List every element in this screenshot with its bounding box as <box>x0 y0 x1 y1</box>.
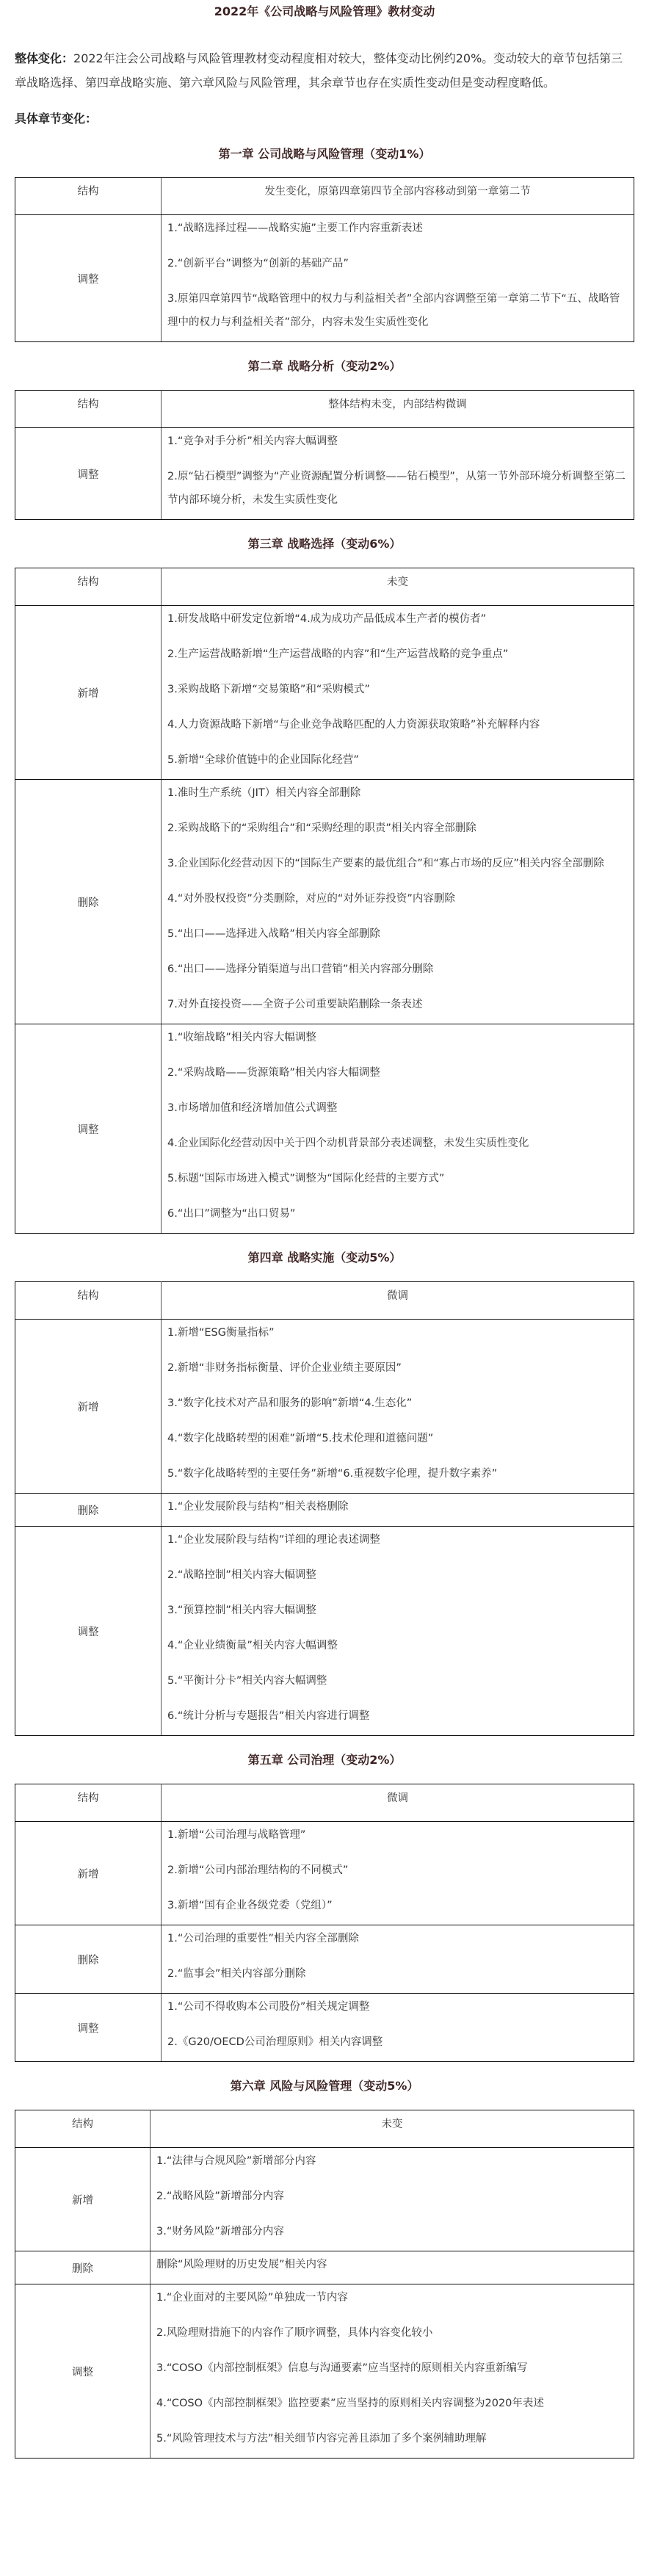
change-item: 7.对外直接投资——全资子公司重要缺陷删除一条表述 <box>167 999 423 1010</box>
change-items-cell <box>162 780 634 1024</box>
table-row <box>15 1925 634 1994</box>
chapter-change-table <box>15 568 634 1234</box>
change-item: 1.“公司治理的重要性”相关内容全部删除 <box>167 1933 359 1944</box>
change-item: 2.“战略风险”新增部分内容 <box>156 2190 284 2202</box>
change-item: 1.“战略选择过程——战略实施”主要工作内容重新表述 <box>167 222 423 234</box>
change-items-cell <box>162 1994 634 2062</box>
structure-value: 微调 <box>162 1282 634 1320</box>
change-items-cell <box>151 2148 634 2251</box>
change-item: 1.新增“公司治理与战略管理” <box>167 1829 306 1841</box>
structure-value: 未变 <box>151 2110 634 2148</box>
change-item: 4.“企业业绩衡量”相关内容大幅调整 <box>167 1640 338 1651</box>
structure-value: 未变 <box>162 568 634 606</box>
change-item: 3.原第四章第四节“战略管理中的权力与利益相关者”全部内容调整至第一章第二节下“五、战略管理中的权力与利益相关者”部分，内容未发生实质性变化 <box>167 293 620 328</box>
table-header-row <box>15 391 634 428</box>
change-item: 1.“收缩战略”相关内容大幅调整 <box>167 1032 316 1043</box>
table-header-row <box>15 1282 634 1320</box>
change-item: 5.“出口——选择进入战略”相关内容全部删除 <box>167 928 380 940</box>
change-item: 2.《G20/OECD公司治理原则》相关内容调整 <box>167 2036 383 2048</box>
change-item: 1.“企业面对的主要风险”单独成一节内容 <box>156 2292 348 2304</box>
change-type-label: 新增 <box>15 1320 162 1494</box>
change-items-cell <box>162 1925 634 1994</box>
document-title: 2022年《公司战略与风险管理》教材变动 <box>214 4 435 18</box>
change-item: 3.采购战略下新增“交易策略”和“采购模式” <box>167 684 370 695</box>
chapter-title: 第四章 战略实施（变动5%） <box>247 1251 402 1265</box>
change-type-label: 新增 <box>15 2148 151 2251</box>
table-row <box>15 1494 634 1527</box>
structure-label: 结构 <box>15 1784 162 1822</box>
table-row <box>15 1320 634 1494</box>
overall-change-paragraph <box>15 46 634 95</box>
change-items-cell <box>151 2251 634 2284</box>
table-header-row <box>15 1784 634 1822</box>
change-type-label: 调整 <box>15 215 162 342</box>
change-item: 3.“COSO《内部控制框架》信息与沟通要素”应当坚持的原则相关内容重新编写 <box>156 2362 528 2374</box>
change-type-label: 新增 <box>15 1822 162 1925</box>
chapter-change-table <box>15 177 634 342</box>
change-item: 5.“数字化战略转型的主要任务”新增“6.重视数字伦理，提升数字素养” <box>167 1468 498 1480</box>
change-item: 删除“风险理财的历史发展”相关内容 <box>156 2259 327 2271</box>
change-item: 4.“数字化战略转型的困难”新增“5.技术伦理和道德问题” <box>167 1433 434 1444</box>
change-type-label: 删除 <box>15 2251 151 2284</box>
table-row <box>15 428 634 520</box>
change-item: 2.新增“非财务指标衡量、评价企业业绩主要原因” <box>167 1362 402 1374</box>
change-item: 4.“COSO《内部控制框架》监控要素”应当坚持的原则相关内容调整为2020年表述 <box>156 2398 544 2409</box>
change-item: 2.生产运营战略新增“生产运营战略的内容”和“生产运营战略的竞争重点” <box>167 648 509 660</box>
table-row <box>15 2284 634 2459</box>
structure-value: 微调 <box>162 1784 634 1822</box>
table-header-row <box>15 568 634 606</box>
structure-label: 结构 <box>15 568 162 606</box>
table-row <box>15 1024 634 1234</box>
structure-label: 结构 <box>15 178 162 215</box>
table-row <box>15 780 634 1024</box>
change-type-label: 调整 <box>15 1024 162 1234</box>
change-item: 2.新增“公司内部治理结构的不同模式” <box>167 1864 349 1876</box>
chapter-change-table <box>15 1281 634 1736</box>
change-type-label: 调整 <box>15 1994 162 2062</box>
change-item: 6.“统计分析与专题报告”相关内容进行调整 <box>167 1710 370 1722</box>
change-item: 6.“出口——选择分销渠道与出口营销”相关内容部分删除 <box>167 963 434 975</box>
change-item: 1.新增“ESG衡量指标” <box>167 1327 275 1339</box>
change-type-label: 调整 <box>15 428 162 520</box>
change-item: 2.“监事会”相关内容部分删除 <box>167 1968 306 1980</box>
change-items-cell <box>162 1494 634 1527</box>
change-type-label: 删除 <box>15 1925 162 1994</box>
change-item: 3.市场增加值和经济增加值公式调整 <box>167 1102 338 1114</box>
table-row <box>15 1994 634 2062</box>
table-row <box>15 215 634 342</box>
change-item: 2.“采购战略——货源策略”相关内容大幅调整 <box>167 1067 380 1079</box>
chapter-title: 第三章 战略选择（变动6%） <box>247 537 402 551</box>
change-items-cell <box>162 606 634 780</box>
table-row <box>15 1527 634 1736</box>
change-item: 5.新增“全球价值链中的企业国际化经营” <box>167 754 359 766</box>
structure-label: 结构 <box>15 2110 151 2148</box>
change-item: 4.“对外股权投资”分类删除，对应的“对外证券投资”内容删除 <box>167 893 455 905</box>
change-item: 1.“公司不得收购本公司股份”相关规定调整 <box>167 2001 370 2013</box>
change-item: 6.“出口”调整为“出口贸易” <box>167 1208 296 1220</box>
change-item: 4.企业国际化经营动因中关于四个动机背景部分表述调整，未发生实质性变化 <box>167 1137 529 1149</box>
chapter-change-table <box>15 2110 634 2459</box>
chapter-change-table <box>15 390 634 520</box>
change-item: 5.“风险管理技术与方法”相关细节内容完善且添加了多个案例辅助理解 <box>156 2433 487 2445</box>
change-type-label: 删除 <box>15 1494 162 1527</box>
change-item: 3.“财务风险”新增部分内容 <box>156 2226 284 2237</box>
change-items-cell <box>162 1024 634 1234</box>
change-item: 1.准时生产系统（JIT）相关内容全部删除 <box>167 787 361 799</box>
table-row <box>15 606 634 780</box>
table-header-row <box>15 2110 634 2148</box>
change-item: 3.企业国际化经营动因下的“国际生产要素的最优组合”和“寡占市场的反应”相关内容全部删除 <box>167 858 604 869</box>
change-item: 3.新增“国有企业各级党委（党组）” <box>167 1900 333 1911</box>
table-row <box>15 2148 634 2251</box>
chapter-title: 第一章 公司战略与风险管理（变动1%） <box>218 147 431 161</box>
change-items-cell <box>162 428 634 520</box>
overall-change-label: 整体变化： <box>15 51 74 65</box>
table-row <box>15 1822 634 1925</box>
change-items-cell <box>162 1320 634 1494</box>
change-type-label: 调整 <box>15 1527 162 1736</box>
change-item: 4.人力资源战略下新增“与企业竞争战略匹配的人力资源获取策略”补充解释内容 <box>167 719 540 731</box>
change-type-label: 新增 <box>15 606 162 780</box>
table-row <box>15 2251 634 2284</box>
change-item: 2.“创新平台”调整为“创新的基础产品” <box>167 258 349 269</box>
structure-label: 结构 <box>15 1282 162 1320</box>
structure-value: 发生变化，原第四章第四节全部内容移动到第一章第二节 <box>162 178 634 215</box>
change-type-label: 删除 <box>15 780 162 1024</box>
change-item: 3.“预算控制”相关内容大幅调整 <box>167 1604 316 1616</box>
change-items-cell <box>162 215 634 342</box>
chapter-title: 第五章 公司治理（变动2%） <box>247 1753 402 1767</box>
change-item: 1.“法律与合规风险”新增部分内容 <box>156 2155 316 2167</box>
change-item: 2.风险理财措施下的内容作了顺序调整，具体内容变化较小 <box>156 2327 433 2339</box>
overall-change-text: 2022年注会公司战略与风险管理教材变动程度相对较大，整体变动比例约20%。变动较大的章节包括第三章战略选择、第四章战略实施、第六章风险与风险管理，其余章节也存在实质性变动但是变动程度略低。 <box>15 51 623 90</box>
change-item: 1.“企业发展阶段与结构”相关表格删除 <box>167 1501 349 1513</box>
chapter-change-table <box>15 1784 634 2062</box>
change-item: 5.标题“国际市场进入模式”调整为“国际化经营的主要方式” <box>167 1173 445 1184</box>
structure-value: 整体结构未变，内部结构微调 <box>162 391 634 428</box>
change-item: 5.“平衡计分卡”相关内容大幅调整 <box>167 1675 327 1687</box>
table-header-row <box>15 178 634 215</box>
change-item: 2.“战略控制”相关内容大幅调整 <box>167 1569 316 1581</box>
change-item: 1.“竞争对手分析”相关内容大幅调整 <box>167 435 338 447</box>
structure-label: 结构 <box>15 391 162 428</box>
change-item: 1.“企业发展阶段与结构”详细的理论表述调整 <box>167 1534 380 1546</box>
change-type-label: 调整 <box>15 2284 151 2459</box>
change-item: 1.研发战略中研发定位新增“4.成为成功产品低成本生产者的模仿者” <box>167 613 487 625</box>
change-items-cell <box>151 2284 634 2459</box>
chapters-container <box>0 131 649 2459</box>
chapter-changes-heading: 具体章节变化： <box>15 112 98 126</box>
change-item: 3.“数字化技术对产品和服务的影响”新增“4.生态化” <box>167 1397 413 1409</box>
change-item: 2.采购战略下的“采购组合”和“采购经理的职责”相关内容全部删除 <box>167 822 476 834</box>
chapter-title: 第六章 风险与风险管理（变动5%） <box>230 2079 419 2093</box>
change-items-cell <box>162 1822 634 1925</box>
change-item: 2.原“钻石模型”调整为“产业资源配置分析调整——钻石模型”，从第一节外部环境分析调整至第二节内部环境分析，未发生实质性变化 <box>167 471 626 506</box>
change-items-cell <box>162 1527 634 1736</box>
chapter-title: 第二章 战略分析（变动2%） <box>247 359 402 373</box>
